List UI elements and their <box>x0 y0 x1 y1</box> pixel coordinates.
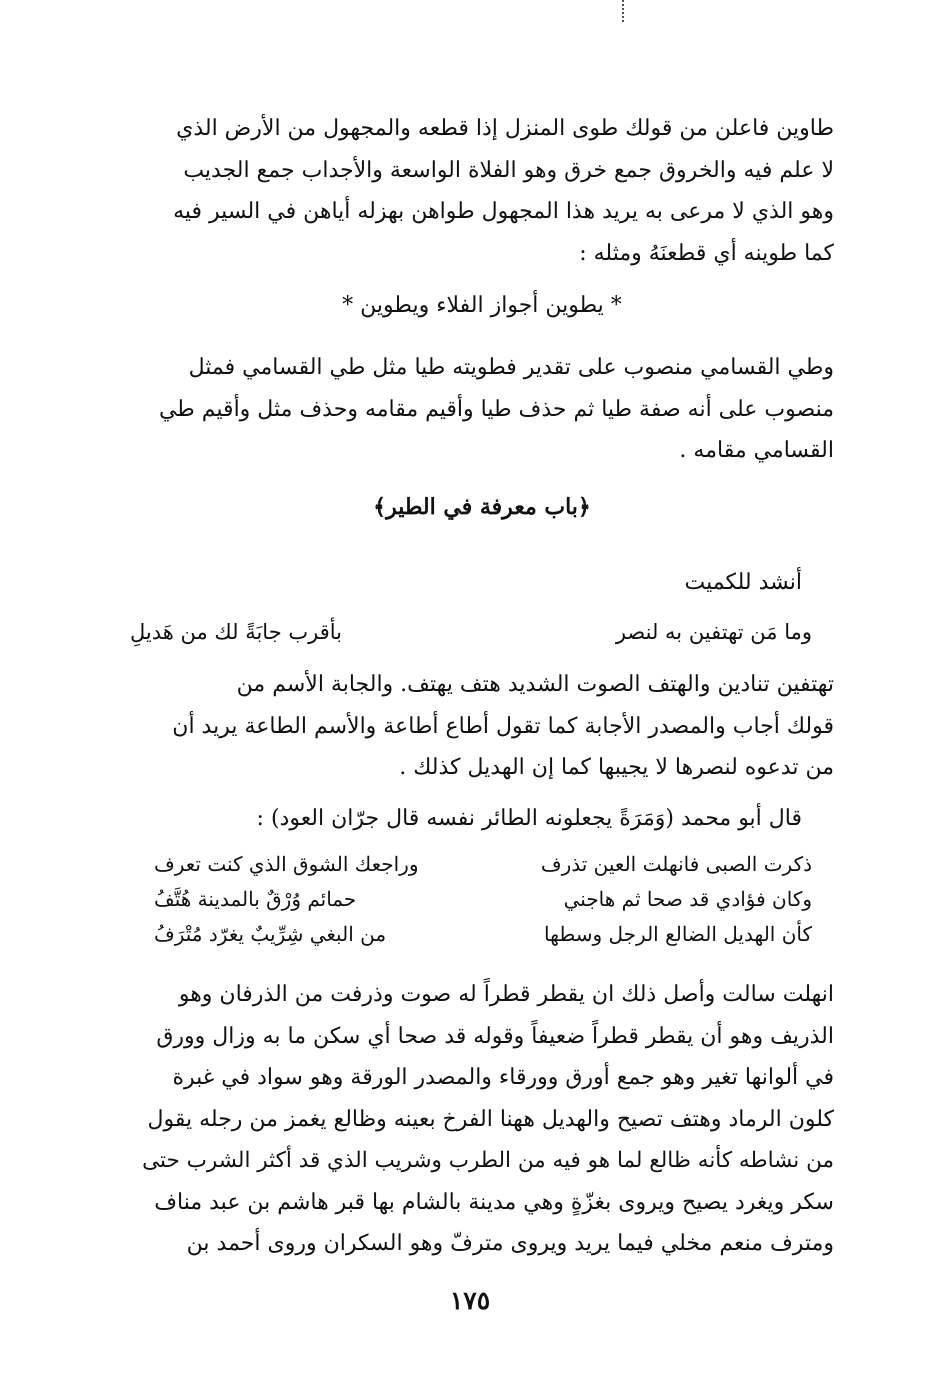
paragraph-1-line-3: وهو الذي لا مرعى به يريد هذا المجهول طواهن بهزله أياهن في السير فيه <box>173 199 834 224</box>
paragraph-5-line-3: في ألوانها تغير وهو جمع أورق وورقاء والمصدر الورقة وهو سواد في غبرة <box>172 1065 834 1090</box>
paragraph-3-line-2: قولك أجاب والمصدر الأجابة كما تقول أطاع أطاعة والأسم الطاعة يريد أن <box>172 713 834 739</box>
verse-1-first-hemistich: ذكرت الصبى فانهلت العين تذرف <box>540 852 812 876</box>
paragraph-5-line-1: انهلت سالت وأصل ذلك ان يقطر قطراً له صوت وذرفت من الذرفان وهو <box>178 982 834 1007</box>
verse-line-kumayt <box>130 610 834 654</box>
paragraph-2 <box>130 347 834 472</box>
poem-verses <box>130 847 834 952</box>
paragraph-1-line-1: طاوين فاعلن من قولك طوى المنزل إذا قطعه والمجهول من الأرض الذي <box>176 116 834 141</box>
paragraph-1 <box>130 108 834 274</box>
section-heading: ﴿باب معرفة في الطير﴾ <box>373 494 591 520</box>
paragraph-4: قال أبو محمد (وَمَرَةً يجعلونه الطائر نفسه قال جرّان العود) : <box>256 806 802 831</box>
paragraph-3-line-3: من تدعوه لنصرها لا يجيبها كما إن الهديل كذلك . <box>399 755 834 780</box>
paragraph-5-line-2: الذريف وهو أن يقطر قطراً ضعيفاً وقوله قد صحا أي سكن ما به وزال وورق <box>156 1023 834 1049</box>
page-number: ١٧٥ <box>449 1286 491 1315</box>
verse-second-hemistich: بأقرب جابَةً لك من هَديلِ <box>130 620 342 644</box>
verse-2-first-hemistich: وكان فؤادي قد صحا ثم هاجني <box>563 887 812 911</box>
verse-row-2 <box>154 882 812 917</box>
crop-mark <box>622 0 626 22</box>
paragraph-2-line-1: وطي القسامي منصوب على تقدير فطويته طيا مثل طي القسامي فمثل <box>188 355 834 380</box>
paragraph-5 <box>130 974 834 1265</box>
verse-row-1 <box>154 847 812 882</box>
paragraph-1-line-4: كما طوينه أي قطعنَهُ ومثله : <box>579 240 834 266</box>
verse-row-3 <box>154 917 812 952</box>
verse-2-second-hemistich: حمائم وُرْقٌ بالمدينة هُتَّفُ <box>154 887 357 911</box>
paragraph-1-line-2: لا علم فيه والخروق جمع خرق وهو الفلاة الواسعة والأجداب جمع الجديب <box>183 157 834 183</box>
verse-1-second-hemistich: وراجعك الشوق الذي كنت تعرف <box>154 852 419 876</box>
paragraph-2-line-2: منصوب على أنه صفة طيا ثم حذف طيا وأقيم مقامه وحذف مثل وأقيم طي <box>158 396 834 422</box>
paragraph-3 <box>130 664 834 789</box>
paragraph-5-line-7: ومترف منعم مخلي فيما يريد ويروى مترفّ وهو السكران وروى أحمد بن <box>186 1231 834 1256</box>
poem-intro: أنشد للكميت <box>684 570 802 595</box>
verse-first-hemistich: وما مَن تهتفين به لنصر <box>615 620 812 644</box>
paragraph-5-line-4: كلون الرماد وهتف تصيح والهديل ههنا الفرخ بعينه وظالع يغمز من رجله يقول <box>147 1106 834 1132</box>
verse-3-second-hemistich: من البغي شِرِّيبٌ يغرّد مُتْرَفُ <box>154 922 387 946</box>
paragraph-5-line-5: من نشاطه كأنه ظالع لما هو فيه من الطرب وشريب الذي قد أكثر الشرب حتى <box>142 1148 834 1173</box>
verse-3-first-hemistich: كأن الهديل الضالع الرجل وسطها <box>544 922 812 946</box>
paragraph-2-line-3: القسامي مقامه . <box>679 438 834 463</box>
paragraph-5-line-6: سكر ويغرد يصيح ويروى بغزّةٍ وهي مدينة بالشام بها قبر هاشم بن عبد مناف <box>154 1189 834 1215</box>
paragraph-3-line-1: تهتفين تنادين والهتف الصوت الشديد هتف يهتف. والجابة الأسم من <box>236 672 834 697</box>
quoted-hemistich: * يطوين أجواز الفلاء ويطوين * <box>342 293 622 318</box>
